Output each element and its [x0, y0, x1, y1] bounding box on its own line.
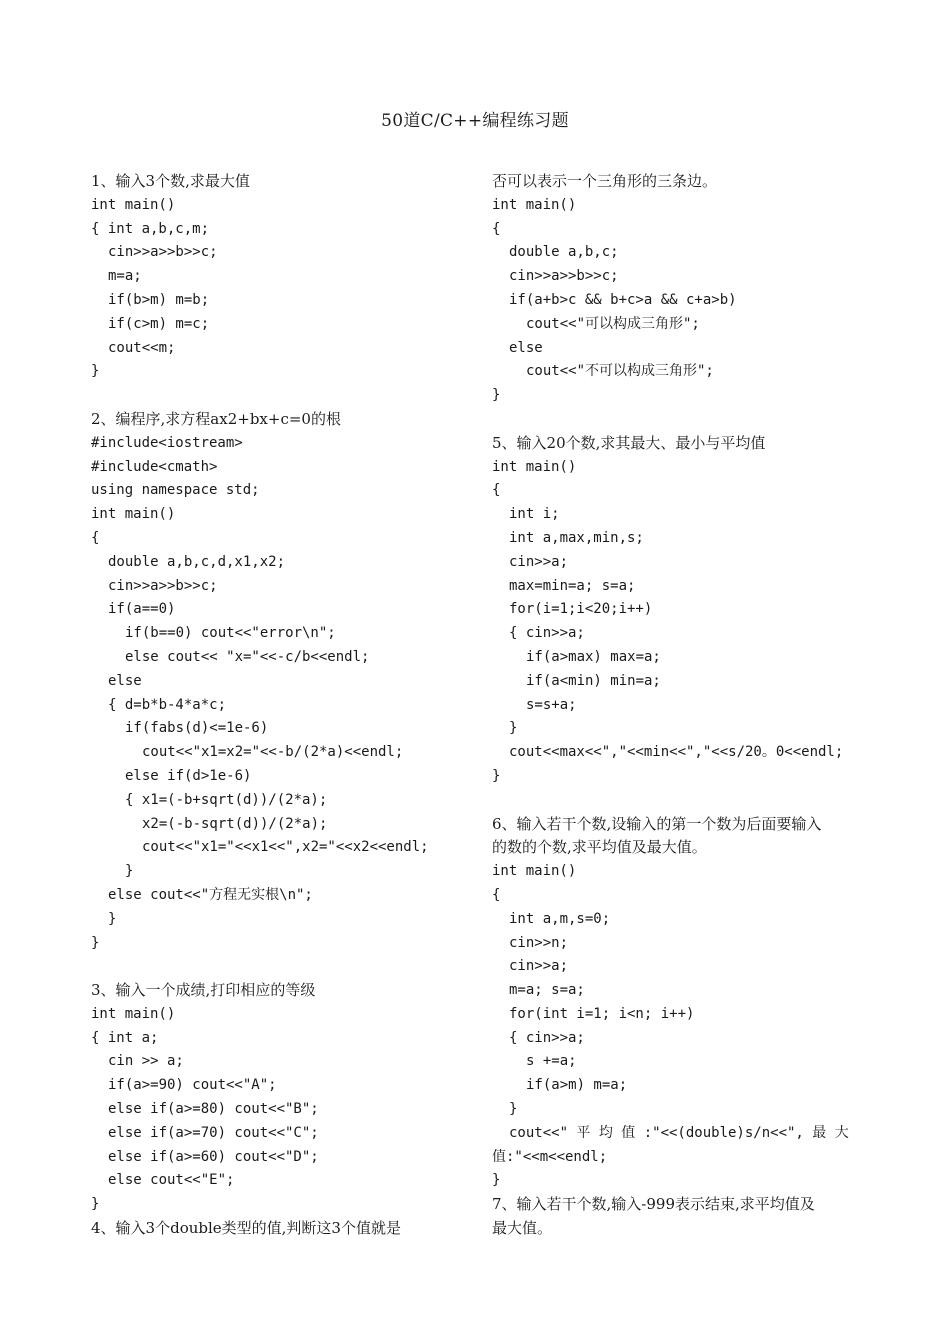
code-line: int a,m,s=0;	[509, 910, 611, 927]
code-line: cout<<m;	[108, 339, 176, 356]
code-line: else if(a>=70) cout<<"C";	[108, 1124, 319, 1141]
code-line: cout<<max<<","<<min<<","<<s/20。0<<endl;	[509, 744, 844, 761]
question-4-title: 4、输入3个double类型的值,判断这3个值就是	[91, 1219, 401, 1238]
code-line: else if(a>=60) cout<<"D";	[108, 1148, 319, 1165]
question-2-title: 2、编程序,求方程ax2+bx+c=0的根	[91, 409, 341, 428]
code-line: }	[492, 387, 501, 404]
code-line: #include<cmath>	[91, 458, 218, 475]
code-line: double a,b,c,d,x1,x2;	[108, 553, 286, 570]
spacer	[91, 955, 463, 979]
code-line: }	[509, 720, 518, 737]
code-line: else cout<< "x="<<-c/b<<endl;	[125, 648, 370, 665]
code-line: else	[108, 672, 142, 689]
code-line: cout<<"可以构成三角形";	[526, 315, 700, 332]
question-4-title-continued: 否可以表示一个三角形的三条边。	[492, 172, 718, 190]
left-column	[91, 170, 463, 1241]
code-line: { cin>>a;	[509, 625, 585, 642]
code-line: cin>>a;	[509, 553, 569, 570]
code-line: else if(d>1e-6)	[125, 767, 252, 784]
code-line: { int a,b,c,m;	[91, 220, 210, 237]
code-line: int main()	[91, 506, 176, 523]
right-column	[492, 170, 864, 1241]
code-line: }	[91, 1196, 100, 1213]
code-line: for(int i=1; i<n; i++)	[509, 1005, 695, 1022]
code-line: m=a; s=a;	[509, 982, 585, 999]
code-line: else if(a>=80) cout<<"B";	[108, 1101, 319, 1118]
code-line: {	[492, 220, 501, 237]
code-line: int main()	[91, 196, 176, 213]
code-line: double a,b,c;	[509, 244, 619, 261]
code-line: cin>>a;	[509, 958, 569, 975]
spacer	[492, 789, 864, 813]
question-6-title-continued: 的数的个数,求平均值及最大值。	[492, 838, 707, 857]
code-line: else cout<<"E";	[108, 1172, 235, 1189]
code-line: else	[509, 339, 543, 356]
code-line: #include<iostream>	[91, 434, 243, 451]
code-line: x2=(-b-sqrt(d))/(2*a);	[142, 815, 328, 832]
spacer	[492, 408, 864, 432]
code-line: }	[91, 363, 100, 380]
code-line: if(a>max) max=a;	[526, 648, 661, 665]
code-line: cout<<"x1="<<x1<<",x2="<<x2<<endl;	[142, 839, 429, 856]
code-line: if(a==0)	[108, 601, 176, 618]
code-line: using namespace std;	[91, 482, 260, 499]
code-line: int main()	[492, 863, 577, 880]
code-line: { x1=(-b+sqrt(d))/(2*a);	[125, 791, 328, 808]
code-line: }	[509, 1101, 518, 1118]
code-line: cin>>n;	[509, 934, 569, 951]
code-line: if(b>m) m=b;	[108, 291, 210, 308]
code-line: int main()	[492, 196, 577, 213]
question-6-title: 6、输入若干个数,设输入的第一个数为后面要输入	[492, 814, 822, 833]
code-line: { d=b*b-4*a*c;	[108, 696, 227, 713]
code-line: int main()	[91, 1005, 176, 1022]
code-line: }	[125, 863, 134, 880]
code-line: }	[492, 767, 501, 784]
code-line: if(a<min) min=a;	[526, 672, 661, 689]
code-line: cin >> a;	[108, 1053, 184, 1070]
code-line: }	[492, 1172, 501, 1189]
code-line: else cout<<"方程无实根\n";	[108, 886, 313, 903]
code-line: 值:"<<m<<endl;	[492, 1148, 608, 1165]
code-line: cin>>a>>b>>c;	[108, 577, 218, 594]
code-line: int main()	[492, 458, 577, 475]
question-7-title: 7、输入若干个数,输入-999表示结束,求平均值及	[492, 1195, 815, 1214]
code-line: if(b==0) cout<<"error\n";	[125, 625, 336, 642]
code-line: for(i=1;i<20;i++)	[509, 601, 653, 618]
page-title: 50道C/C++编程练习题	[381, 111, 569, 131]
code-line: if(fabs(d)<=1e-6)	[125, 720, 269, 737]
code-line: s +=a;	[526, 1053, 577, 1070]
question-3-title: 3、输入一个成绩,打印相应的等级	[91, 981, 316, 1000]
question-1-title: 1、输入3个数,求最大值	[91, 172, 250, 190]
code-line: {	[492, 886, 501, 903]
question-5-title: 5、输入20个数,求其最大、最小与平均值	[492, 433, 766, 452]
code-line: s=s+a;	[526, 696, 577, 713]
code-line: cin>>a>>b>>c;	[509, 268, 619, 285]
code-line: {	[492, 482, 501, 499]
code-line: if(c>m) m=c;	[108, 315, 210, 332]
question-7-title-continued: 最大值。	[492, 1219, 553, 1238]
code-line: if(a+b>c && b+c>a && c+a>b)	[509, 291, 737, 308]
code-line: }	[91, 934, 100, 951]
code-line: if(a>=90) cout<<"A";	[108, 1077, 277, 1094]
code-line: max=min=a; s=a;	[509, 577, 636, 594]
code-line: if(a>m) m=a;	[526, 1077, 628, 1094]
code-line: cout<<"x1=x2="<<-b/(2*a)<<endl;	[142, 744, 404, 761]
code-line: int i;	[509, 506, 560, 523]
spacer	[91, 384, 463, 408]
code-line: { int a;	[91, 1029, 159, 1046]
code-line: int a,max,min,s;	[509, 529, 644, 546]
code-line: cin>>a>>b>>c;	[108, 244, 218, 261]
code-line: cout<<"不可以构成三角形";	[526, 363, 714, 380]
code-line: m=a;	[108, 268, 142, 285]
code-line: { cin>>a;	[509, 1029, 585, 1046]
code-line: }	[108, 910, 117, 927]
code-line: cout<<" 平 均 值 :"<<(double)s/n<<", 最 大	[509, 1124, 849, 1141]
code-line: {	[91, 529, 100, 546]
